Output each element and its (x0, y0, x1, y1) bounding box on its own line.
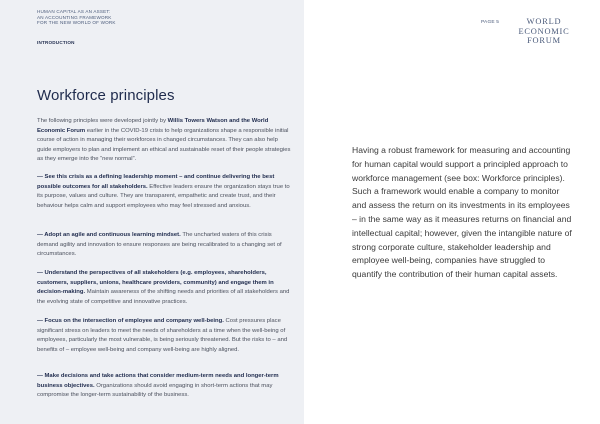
intro-bold: Willis Towers Watson and the World Economic Forum (37, 118, 269, 134)
section-label: INTRODUCTION (37, 40, 75, 45)
page-number: PAGE 5 (481, 20, 500, 25)
principle-text: The uncharted waters of this crisis demand agility and innovation to ensure responses are being recalibrated to a changing set of circumstances. (37, 232, 282, 258)
principle-title: — Focus on the intersection of employee and company well-being. (37, 318, 224, 324)
running-head-line: AN ACCOUNTING FRAMEWORK (37, 14, 112, 20)
principle-item (37, 269, 293, 307)
intro-paragraph (37, 117, 293, 165)
intro-text: earlier in the COVID-19 crisis to help organizations shape a responsible initial course of action in managing their workforces in changed circumstances. They can also help guide employers to plan and implement an ethical and sustainable reset of their people strategies as they emerge into the “new normal”. (37, 127, 291, 163)
running-head-line: HUMAN CAPITAL AS AN ASSET: (37, 9, 111, 14)
principle-text: Organizations should avoid engaging in short-term actions that may compromise the longer-term sustainability of the business. (37, 382, 273, 399)
principle-title: — Understand the perspectives of all stakeholders (e.g. employees, shareholders, customers, suppliers, unions, healthcare providers, community) and engage them in decision-making. (37, 270, 274, 296)
wef-logo (514, 17, 574, 46)
principle-text: Cost pressures place significant stress on leaders to meet the needs of shareholders at a time when the well-being of employees, particularly the most vulnerable, is being seriously threatened. But the risks to – and benefits of – employee well-being and company well-being are highly aligned. (37, 318, 288, 353)
body-paragraph: Having a robust framework for measuring and accounting for human capital would support a principled approach to workforce management (see box: Workforce principles). Such a framework would enable a company to monitor and assess the return on its investments in its employees – in the same way as it measures returns on financial and intellectual capital; however, given the intangible nature of strong corporate culture, stakeholder leadership and employee well-being, companies have struggled to quantify the contribution of their human capital assets. (352, 145, 572, 280)
principle-item (37, 173, 293, 211)
running-head (37, 9, 187, 26)
logo-line: FORUM (527, 36, 561, 46)
intro-text: The following principles were developed jointly by (37, 118, 168, 124)
principle-item (37, 231, 293, 260)
logo-line: ECONOMIC (518, 26, 570, 36)
page-title: Workforce principles (37, 87, 175, 104)
principle-title: — Adopt an agile and continuous learning mindset. (37, 232, 181, 238)
principle-item (37, 372, 293, 401)
principle-text: Effective leaders ensure the organization stays true to its purpose, values and culture. They are transparent, empathetic and create trust, and their behaviour helps calm and support employees who may feel stressed and anxious. (37, 183, 290, 209)
principle-text: Maintain awareness of the shifting needs and priorities of all stakeholders and the evolving state of competitive and innovative practices. (37, 289, 290, 305)
principle-item (37, 317, 293, 355)
principle-title: — Make decisions and take actions that consider medium-term needs and longer-term business objectives. (37, 373, 279, 389)
principle-title: — See this crisis as a defining leadership moment – and continue delivering the best possible outcomes for all stakeholders. (37, 174, 275, 190)
logo-line: WORLD (526, 17, 562, 26)
running-head-line: FOR THE NEW WORLD OF WORK (37, 20, 116, 26)
